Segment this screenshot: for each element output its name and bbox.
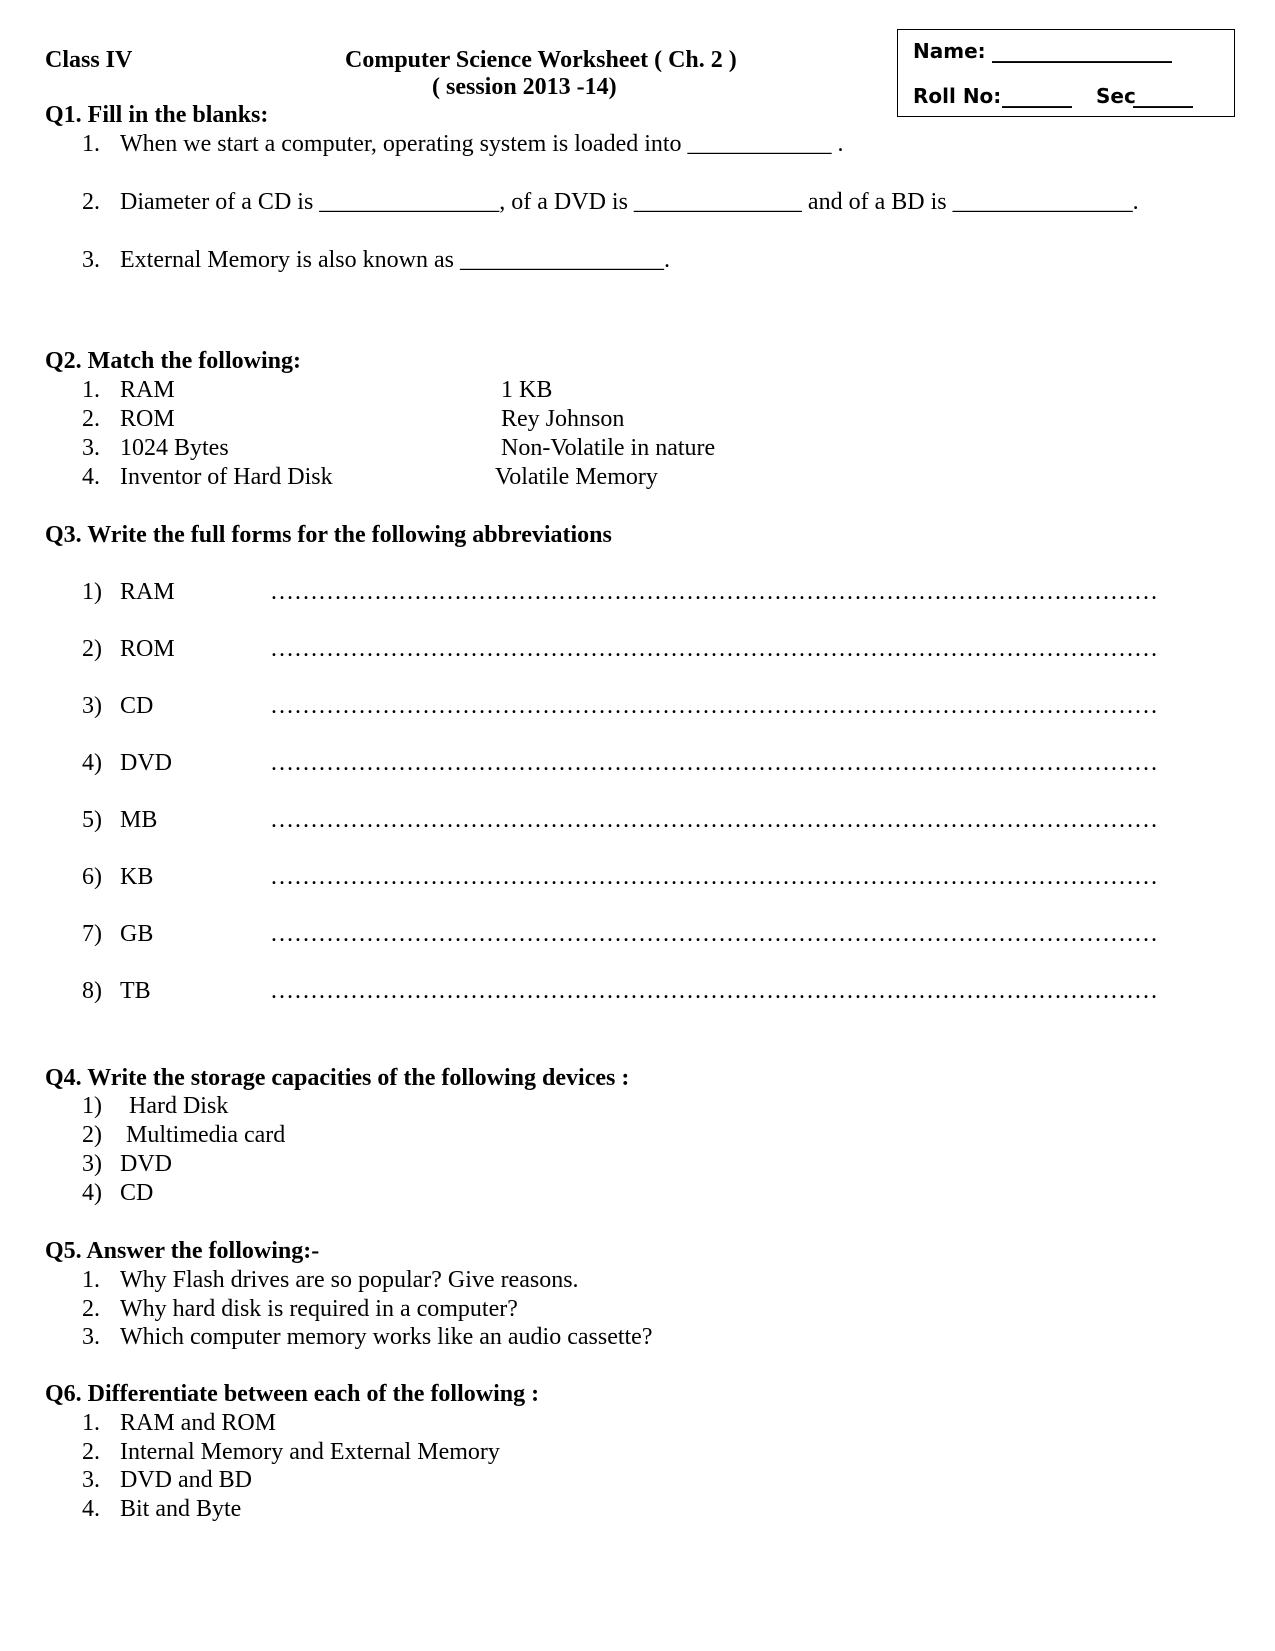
list-item: CD — [120, 1180, 154, 1206]
match-right-item: Volatile Memory — [495, 464, 658, 490]
answer-dotted-line[interactable]: ………………………………………………………………………………………………… — [270, 579, 1158, 605]
list-item-number: 7) — [82, 921, 102, 947]
list-item: Why Flash drives are so popular? Give reasons. — [120, 1267, 579, 1293]
list-item-number: 1. — [82, 1267, 100, 1293]
match-right-item: Non-Volatile in nature — [501, 435, 716, 461]
name-field[interactable]: __________________ — [992, 39, 1172, 63]
list-item: DVD — [120, 1151, 172, 1177]
list-item: Internal Memory and External Memory — [120, 1439, 500, 1465]
name-label: Name: — [913, 39, 986, 63]
q6-heading: Q6. Differentiate between each of the following : — [45, 1381, 540, 1407]
list-item: Multimedia card — [126, 1122, 286, 1148]
q1-item-2: Diameter of a CD is _______________, of a DVD is ______________ and of a BD is _______________. — [120, 189, 1139, 215]
worksheet-title: Computer Science Worksheet ( Ch. 2 ) — [345, 47, 737, 73]
roll-field[interactable]: _______ — [1002, 84, 1072, 108]
list-item: Why hard disk is required in a computer? — [120, 1296, 518, 1322]
match-right-item: 1 KB — [501, 377, 553, 403]
answer-dotted-line[interactable]: ………………………………………………………………………………………………… — [270, 807, 1158, 833]
q3-heading: Q3. Write the full forms for the following abbreviations — [45, 522, 612, 548]
answer-dotted-line[interactable]: ………………………………………………………………………………………………… — [270, 636, 1158, 662]
abbreviation: TB — [120, 978, 151, 1004]
match-right-item: Rey Johnson — [501, 406, 625, 432]
list-item-number: 2. — [82, 1296, 100, 1322]
match-left-item: 1024 Bytes — [120, 435, 229, 461]
list-item-number: 4) — [82, 750, 102, 776]
list-item-number: 2. — [82, 1439, 100, 1465]
list-item-number: 4. — [82, 1496, 100, 1522]
list-item-number: 3. — [82, 247, 100, 273]
roll-label: Roll No: — [913, 84, 1002, 108]
list-item-number: 1) — [82, 579, 102, 605]
answer-dotted-line[interactable]: ………………………………………………………………………………………………… — [270, 750, 1158, 776]
list-item-number: 4) — [82, 1180, 102, 1206]
list-item-number: 2. — [82, 406, 100, 432]
list-item-number: 1. — [82, 131, 100, 157]
list-item: DVD and BD — [120, 1467, 252, 1493]
sec-label: Sec — [1096, 84, 1136, 108]
abbreviation: CD — [120, 693, 154, 719]
class-label: Class IV — [45, 47, 133, 73]
list-item-number: 5) — [82, 807, 102, 833]
abbreviation: RAM — [120, 579, 175, 605]
list-item-number: 2) — [82, 1122, 102, 1148]
sec-field[interactable]: ______ — [1133, 84, 1193, 108]
abbreviation: MB — [120, 807, 158, 833]
list-item-number: 3) — [82, 1151, 102, 1177]
list-item-number: 3) — [82, 693, 102, 719]
q2-heading: Q2. Match the following: — [45, 348, 301, 374]
answer-dotted-line[interactable]: ………………………………………………………………………………………………… — [270, 978, 1158, 1004]
session-label: ( session 2013 -14) — [432, 74, 617, 100]
list-item-number: 3. — [82, 1324, 100, 1350]
list-item-number: 1. — [82, 377, 100, 403]
list-item-number: 6) — [82, 864, 102, 890]
list-item-number: 3. — [82, 1467, 100, 1493]
list-item-number: 4. — [82, 464, 100, 490]
list-item: Hard Disk — [129, 1093, 229, 1119]
q4-heading: Q4. Write the storage capacities of the following devices : — [45, 1065, 630, 1091]
list-item: RAM and ROM — [120, 1410, 277, 1436]
answer-dotted-line[interactable]: ………………………………………………………………………………………………… — [270, 693, 1158, 719]
list-item-number: 1) — [82, 1093, 102, 1119]
list-item-number: 2) — [82, 636, 102, 662]
abbreviation: GB — [120, 921, 154, 947]
match-left-item: ROM — [120, 406, 175, 432]
student-info-box — [897, 29, 1235, 117]
q5-heading: Q5. Answer the following:- — [45, 1238, 320, 1264]
abbreviation: KB — [120, 864, 154, 890]
answer-dotted-line[interactable]: ………………………………………………………………………………………………… — [270, 864, 1158, 890]
match-left-item: RAM — [120, 377, 175, 403]
abbreviation: ROM — [120, 636, 175, 662]
q1-item-1: When we start a computer, operating system is loaded into ____________ . — [120, 131, 844, 157]
q1-item-3: External Memory is also known as _________________. — [120, 247, 670, 273]
list-item: Which computer memory works like an audio cassette? — [120, 1324, 653, 1350]
answer-dotted-line[interactable]: ………………………………………………………………………………………………… — [270, 921, 1158, 947]
list-item: Bit and Byte — [120, 1496, 242, 1522]
list-item-number: 1. — [82, 1410, 100, 1436]
list-item-number: 3. — [82, 435, 100, 461]
list-item-number: 2. — [82, 189, 100, 215]
list-item-number: 8) — [82, 978, 102, 1004]
q1-heading: Q1. Fill in the blanks: — [45, 102, 269, 128]
abbreviation: DVD — [120, 750, 172, 776]
match-left-item: Inventor of Hard Disk — [120, 464, 333, 490]
